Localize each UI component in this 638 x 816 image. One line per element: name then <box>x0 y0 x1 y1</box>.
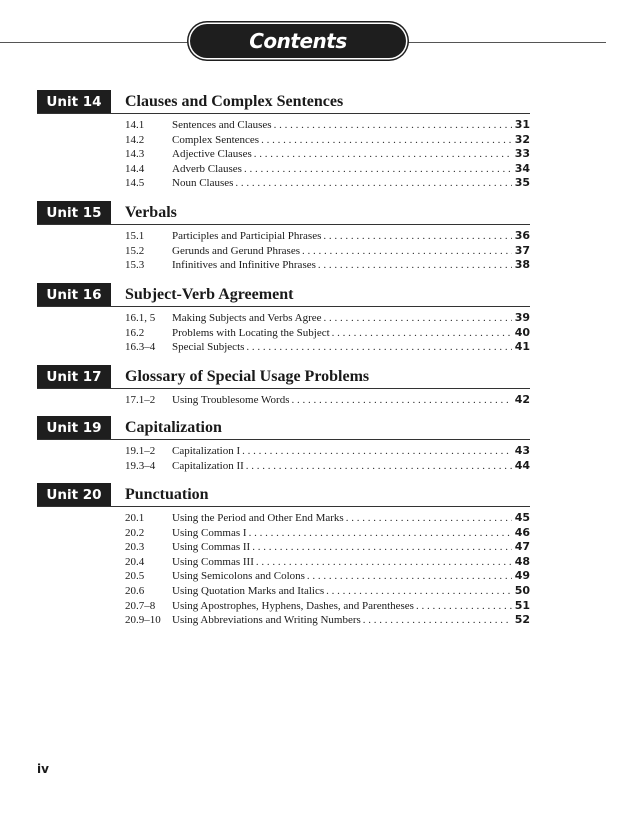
dot-leader <box>302 244 512 259</box>
entry-page: 31 <box>514 118 530 131</box>
entry-page: 44 <box>514 458 530 472</box>
entry-number: 20.9–10 <box>125 614 161 627</box>
toc-entry[interactable] <box>37 258 530 273</box>
entry-page: 32 <box>514 132 530 146</box>
entry-title: Noun Clauses <box>172 177 234 190</box>
entry-title: Sentences and Clauses <box>172 119 272 131</box>
toc-entry[interactable] <box>37 162 530 177</box>
entry-number: 19.1–2 <box>125 445 156 457</box>
unit-badge: Unit 14 <box>37 90 111 114</box>
entry-title: Using Apostrophes, Hyphens, Dashes, and Parentheses <box>172 599 414 612</box>
dot-leader <box>307 569 512 584</box>
entry-list <box>37 389 530 408</box>
unit-title: Punctuation <box>125 486 209 503</box>
entry-number: 20.1 <box>125 512 145 524</box>
entry-number: 20.3 <box>125 541 145 554</box>
unit-title: Verbals <box>125 204 177 221</box>
entry-number: 15.2 <box>125 244 145 257</box>
dot-leader <box>416 599 512 614</box>
dot-leader <box>274 118 512 133</box>
entry-number: 20.2 <box>125 526 145 539</box>
toc-entry[interactable] <box>37 311 530 326</box>
toc-entry[interactable] <box>37 147 530 162</box>
toc-entry[interactable] <box>37 340 530 355</box>
entry-number: 20.6 <box>125 584 145 597</box>
entry-title: Complex Sentences <box>172 133 260 146</box>
unit-badge: Unit 17 <box>37 365 111 389</box>
entry-number: 15.3 <box>125 259 145 272</box>
dot-leader <box>235 176 512 191</box>
entry-page: 37 <box>514 243 530 257</box>
entry-page: 45 <box>514 511 530 524</box>
dot-leader <box>332 326 512 341</box>
toc-entry[interactable] <box>37 511 530 526</box>
dot-leader <box>346 511 512 526</box>
entry-title: Using Semicolons and Colons <box>172 570 305 583</box>
unit-section-15 <box>37 201 530 273</box>
entry-title: Gerunds and Gerund Phrases <box>172 244 300 257</box>
toc-entry[interactable] <box>37 584 530 599</box>
toc-entry[interactable] <box>37 118 530 133</box>
entry-title: Special Subjects <box>172 341 245 354</box>
entry-page: 47 <box>514 540 530 554</box>
toc-entry[interactable] <box>37 526 530 541</box>
dot-leader <box>261 133 512 148</box>
unit-header <box>37 483 530 507</box>
entry-number: 14.4 <box>125 162 145 175</box>
entry-list <box>37 307 530 355</box>
entry-title: Using Abbreviations and Writing Numbers <box>172 614 361 627</box>
entry-list <box>37 114 530 191</box>
entry-page: 48 <box>514 554 530 568</box>
entry-page: 51 <box>514 598 530 612</box>
dot-leader <box>323 229 512 244</box>
entry-title: Capitalization II <box>172 459 244 472</box>
toc-entry[interactable] <box>37 326 530 341</box>
entry-number: 20.5 <box>125 570 145 583</box>
unit-title: Capitalization <box>125 419 222 436</box>
dot-leader <box>246 340 512 355</box>
dot-leader <box>249 526 512 541</box>
unit-badge: Unit 20 <box>37 483 111 507</box>
entry-title: Adjective Clauses <box>172 148 252 161</box>
toc-entry[interactable] <box>37 393 530 408</box>
entry-page: 36 <box>514 229 530 242</box>
unit-title: Glossary of Special Usage Problems <box>125 368 370 385</box>
entry-title: Problems with Locating the Subject <box>172 326 330 339</box>
entry-number: 16.1, 5 <box>125 312 156 324</box>
dot-leader <box>363 613 512 628</box>
entry-title: Using Commas III <box>172 555 254 568</box>
toc-entry[interactable] <box>37 244 530 259</box>
unit-title: Subject-Verb Agreement <box>125 286 294 303</box>
entry-title: Using Commas I <box>172 526 247 539</box>
entry-title: Using Commas II <box>172 541 251 554</box>
entry-page: 42 <box>514 393 530 406</box>
entry-number: 14.2 <box>125 133 145 146</box>
entry-list <box>37 225 530 273</box>
dot-leader <box>242 444 512 459</box>
toc-entry[interactable] <box>37 540 530 555</box>
unit-header <box>37 283 530 307</box>
entry-title: Making Subjects and Verbs Agree <box>172 312 322 324</box>
toc-entry[interactable] <box>37 569 530 584</box>
toc-entry[interactable] <box>37 444 530 459</box>
entry-page: 50 <box>514 583 530 597</box>
contents-header <box>190 24 406 58</box>
entry-number: 15.1 <box>125 230 145 242</box>
entry-title: Using the Period and Other End Marks <box>172 512 344 524</box>
toc-entry[interactable] <box>37 599 530 614</box>
unit-header <box>37 365 530 389</box>
unit-badge: Unit 16 <box>37 283 111 307</box>
entry-page: 46 <box>514 525 530 539</box>
entry-page: 33 <box>514 147 530 161</box>
unit-header <box>37 416 530 440</box>
entry-title: Using Quotation Marks and Italics <box>172 584 325 597</box>
toc-entry[interactable] <box>37 133 530 148</box>
toc-entry[interactable] <box>37 229 530 244</box>
unit-badge: Unit 19 <box>37 416 111 440</box>
toc-entry[interactable] <box>37 555 530 570</box>
entry-page: 40 <box>514 325 530 339</box>
entry-page: 41 <box>514 340 530 354</box>
entry-title: Adverb Clauses <box>172 162 242 175</box>
entry-number: 14.1 <box>125 119 145 131</box>
entry-page: 35 <box>514 176 530 190</box>
entry-number: 16.2 <box>125 326 145 339</box>
entry-title: Infinitives and Infinitive Phrases <box>172 259 316 272</box>
entry-page: 49 <box>514 569 530 583</box>
unit-section-20 <box>37 483 530 628</box>
entry-number: 14.5 <box>125 177 145 190</box>
entry-number: 16.3–4 <box>125 341 156 354</box>
unit-section-17 <box>37 365 530 408</box>
entry-title: Participles and Participial Phrases <box>172 230 322 242</box>
entry-title: Capitalization I <box>172 445 241 457</box>
toc-entry[interactable] <box>37 176 530 191</box>
dot-leader <box>246 459 512 474</box>
entry-number: 19.3–4 <box>125 459 156 472</box>
toc-entry[interactable] <box>37 613 530 628</box>
entry-page: 52 <box>514 613 530 627</box>
unit-section-14 <box>37 90 530 191</box>
entry-number: 17.1–2 <box>125 394 156 406</box>
toc-entry[interactable] <box>37 459 530 474</box>
entry-page: 38 <box>514 258 530 272</box>
page-title: Contents <box>249 29 347 53</box>
unit-header <box>37 201 530 225</box>
dot-leader <box>318 258 512 273</box>
entry-number: 14.3 <box>125 148 145 161</box>
unit-header <box>37 90 530 114</box>
entry-number: 20.4 <box>125 555 145 568</box>
page-number: iv <box>37 762 49 776</box>
entry-page: 34 <box>514 161 530 175</box>
dot-leader <box>252 540 512 555</box>
dot-leader <box>256 555 512 570</box>
dot-leader <box>254 147 512 162</box>
dot-leader <box>326 584 512 599</box>
dot-leader <box>291 393 512 408</box>
entry-number: 20.7–8 <box>125 599 156 612</box>
entry-page: 39 <box>514 311 530 324</box>
entry-page: 43 <box>514 444 530 457</box>
dot-leader <box>244 162 512 177</box>
unit-title: Clauses and Complex Sentences <box>125 93 344 110</box>
entry-list <box>37 507 530 628</box>
entry-title: Using Troublesome Words <box>172 394 290 406</box>
unit-badge: Unit 15 <box>37 201 111 225</box>
entry-list <box>37 440 530 473</box>
unit-section-16 <box>37 283 530 355</box>
unit-section-19 <box>37 416 530 473</box>
dot-leader <box>324 311 513 326</box>
